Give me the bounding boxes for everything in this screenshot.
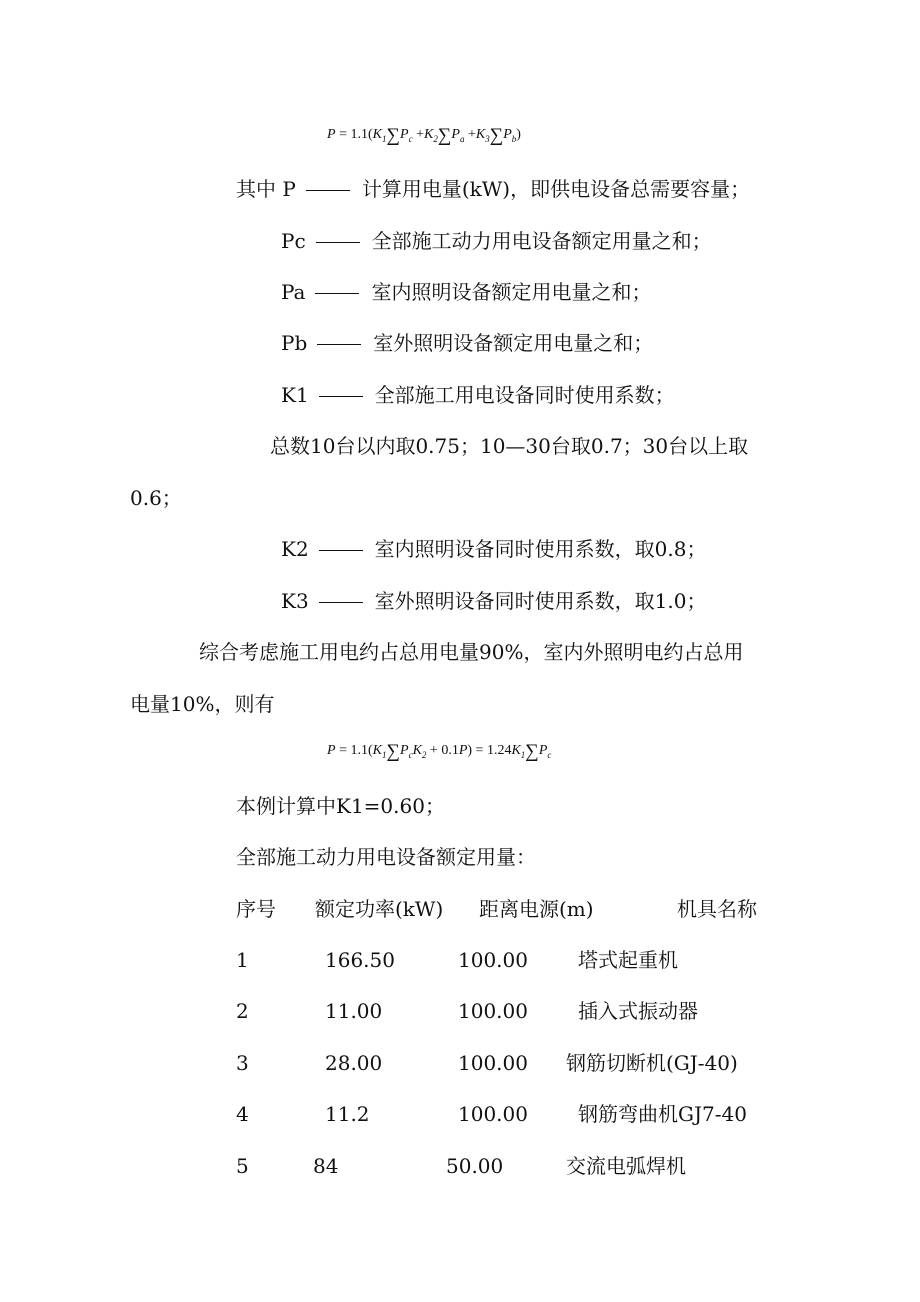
k1-note-line-1: 总数10台以内取0.75；10—30台取0.7；30台以上取 — [270, 434, 749, 458]
definition-p — [236, 177, 750, 201]
dash-divider — [319, 602, 363, 603]
dash-divider — [316, 242, 360, 243]
definition-text: 室内照明设备额定用电量之和； — [371, 280, 652, 304]
table-header-distance: 距离电源(m) — [479, 897, 594, 921]
table-cell-name: 钢筋切断机(GJ-40) — [566, 1051, 738, 1075]
formula-total-power: $P = 1.1(K_1\sum P_c +K_2\sum P_a +K_3\sum P_b)$ — [327, 125, 521, 146]
table-cell-name: 插入式振动器 — [578, 999, 698, 1023]
table-header-power: 额定功率(kW) — [315, 897, 444, 921]
table-cell-power: 11.00 — [325, 999, 383, 1023]
definition-text: 室外照明设备额定用电量之和； — [373, 331, 654, 355]
definition-symbol: K1 — [281, 383, 309, 407]
dash-divider — [317, 344, 361, 345]
formula-simplified: $P = 1.1(K_1\sum P_cK_2 + 0.1P) = 1.24K_1\sum P_c$ — [327, 741, 552, 762]
definition-text: 室内照明设备同时使用系数，取0.8； — [374, 537, 707, 561]
k1-note-line-2: 0.6； — [130, 486, 182, 510]
table-cell-index: 5 — [236, 1154, 249, 1178]
definition-k2 — [281, 537, 706, 561]
table-cell-name: 交流电弧焊机 — [566, 1154, 686, 1178]
dash-divider — [306, 190, 350, 191]
table-header-name: 机具名称 — [677, 897, 757, 921]
definition-symbol: 其中 P — [236, 177, 296, 201]
table-cell-power: 166.50 — [325, 948, 395, 972]
table-cell-index: 3 — [236, 1051, 249, 1075]
definition-text: 全部施工动力用电设备额定用量之和； — [371, 229, 712, 253]
table-cell-distance: 100.00 — [458, 1102, 528, 1126]
table-cell-index: 2 — [236, 999, 249, 1023]
definition-symbol: Pb — [281, 331, 308, 355]
definition-pc — [281, 229, 712, 253]
definition-k3 — [281, 589, 706, 613]
dash-divider — [315, 293, 359, 294]
dash-divider — [319, 550, 363, 551]
k1-value: 本例计算中K1=0.60； — [236, 794, 445, 818]
equipment-heading: 全部施工动力用电设备额定用量： — [236, 845, 536, 869]
table-cell-power: 84 — [313, 1154, 339, 1178]
definition-text: 室外照明设备同时使用系数，取1.0； — [374, 589, 707, 613]
definition-pb — [281, 331, 653, 355]
definition-symbol: K2 — [281, 537, 309, 561]
definition-symbol: Pc — [281, 229, 306, 253]
table-cell-distance: 50.00 — [446, 1154, 504, 1178]
table-cell-power: 11.2 — [325, 1102, 370, 1126]
table-cell-name: 钢筋弯曲机GJ7-40 — [578, 1102, 747, 1126]
table-cell-index: 4 — [236, 1102, 249, 1126]
definition-k1 — [281, 383, 675, 407]
table-cell-distance: 100.00 — [458, 948, 528, 972]
paragraph-line-2: 电量10%，则有 — [130, 692, 275, 716]
definition-symbol: K3 — [281, 589, 309, 613]
table-cell-power: 28.00 — [325, 1051, 383, 1075]
paragraph-line-1: 综合考虑施工用电约占总用电量90%，室内外照明电约占总用 — [199, 640, 744, 664]
definition-text: 计算用电量(kW)，即供电设备总需要容量； — [361, 177, 751, 201]
table-cell-name: 塔式起重机 — [578, 948, 678, 972]
table-cell-index: 1 — [236, 948, 249, 972]
table-cell-distance: 100.00 — [458, 999, 528, 1023]
definition-pa — [281, 280, 651, 304]
dash-divider — [319, 396, 363, 397]
definition-text: 全部施工用电设备同时使用系数； — [374, 383, 675, 407]
definition-symbol: Pa — [281, 280, 306, 304]
table-header-index: 序号 — [236, 897, 276, 921]
table-cell-distance: 100.00 — [458, 1051, 528, 1075]
